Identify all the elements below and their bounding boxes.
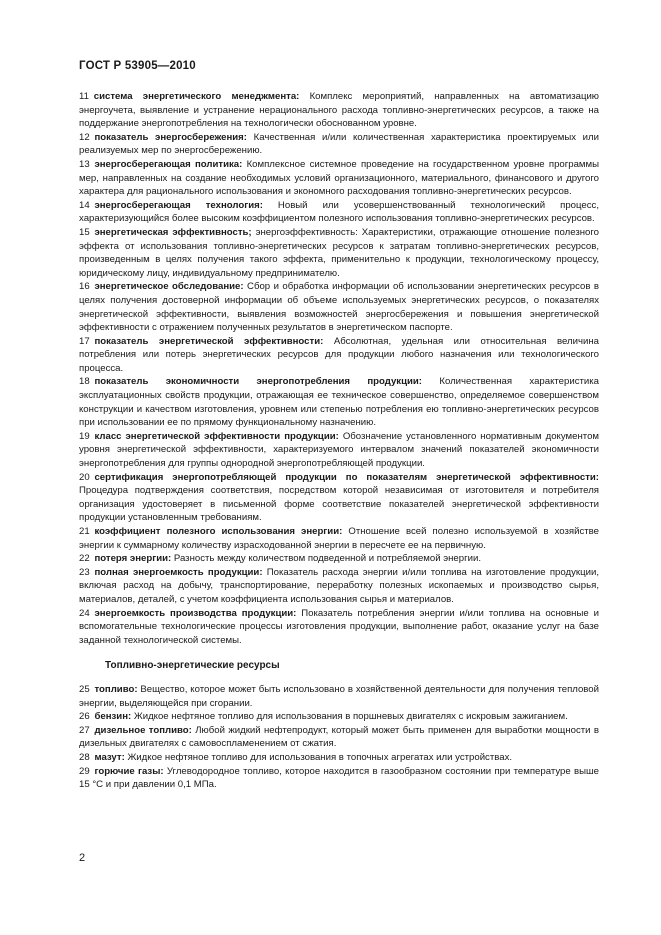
term-definition: Сбор и обработка информации об использовании энергетических ресурсов в целях получения достоверной информации об объеме используемых энергетических ресурсов, о показателях энергетической эффективности, выявления возможностей энергосбережения и повышения энергетической эффективности с отражением полученных результатов в энергетическом паспорте. (79, 281, 599, 334)
term-entry (79, 226, 599, 280)
term-number: 27 (79, 724, 90, 736)
term-definition: Жидкое нефтяное топливо для использования в топочных агрегатах или устройствах. (124, 751, 513, 763)
term-number: 15 (79, 226, 90, 238)
term-name: коэффициент полезного использования энергии: (94, 526, 343, 537)
term-entry (79, 280, 599, 334)
term-number: 26 (79, 711, 90, 723)
term-definition: энергоэффективность: Характеристики, отражающие отношение полезного эффекта от использования топливно-энергетических ресурсов к затратам топливно-энергетических ресурсов, произведенным в целях получения такого эффекта, применительно к продукции, технологическому процессу, юридическому лицу, индивидуальному предпринимателю. (79, 226, 599, 279)
term-entry (79, 375, 599, 429)
term-name: энергосберегающая политика: (94, 158, 243, 170)
term-definition: Новый или усовершенствованный технологический процесс, характеризующийся более высоким коэффициентом полезного использования топливно-энергетических ресурсов. (79, 199, 599, 225)
term-name: горючие газы: (94, 765, 164, 777)
term-name: мазут: (94, 751, 125, 763)
term-definition: Отношение всей полезно используемой в хозяйстве энергии к суммарному количеству израсходованной энергии в пересчете ее на первичную. (79, 526, 599, 551)
term-name: энергоемкость производства продукции: (94, 607, 297, 619)
page-number: 2 (79, 852, 86, 864)
term-name: энергетическое обследование: (94, 281, 244, 293)
term-definition: Показатель расхода энергии и/или топлива на изготовление продукции, включая расход на добычу, транспортирование, переработку полезных ископаемых и производство сырья, материалов, деталей, с учетом коэффициента использования сырья и материалов. (79, 566, 599, 605)
term-number: 14 (79, 199, 90, 211)
term-number: 12 (79, 131, 90, 143)
term-definition: Абсолютная, удельная или относительная величина потребления или потерь энергетических ресурсов для продукции любого назначения или технологического процесса. (79, 335, 600, 374)
term-number: 23 (79, 566, 90, 578)
term-entry (79, 552, 599, 566)
term-definition: Количественная характеристика эксплуатационных свойств продукции, отражающая ее техническое совершенство, определяемое совершенством конструкции и качеством изготовления, уровнем или степенью потребления ею топливно-энергетических ресурсов при использовании ее по прямому функциональному назначению. (79, 376, 600, 429)
term-name: топливо: (94, 683, 138, 695)
term-definition: Процедура подтверждения соответствия, посредством которой независимая от изготовителя и потребителя организация удостоверяет в письменной форме соответствие показателей энергетической эффективности продукции установленным требованиям. (79, 485, 599, 524)
term-definition: Комплексное системное проведение на государственном уровне программы мер, направленных на создание необходимых условий организационного, материального, финансового и другого характера для рационального использования и экономного расходования топливно-энергетических ресурсов. (79, 158, 600, 198)
term-definition: Любой жидкий нефтепродукт, который может быть применен для выработки мощности в дизельных двигателях с самовоспламенением от сжатия. (79, 724, 599, 750)
term-entry (79, 566, 599, 607)
term-number: 19 (79, 430, 90, 442)
term-definition: Разность между количеством подведенной и потребляемой энергии. (171, 553, 481, 565)
term-name: система энергетического менеджмента: (93, 91, 300, 102)
term-name: показатель энергосбережения: (94, 131, 247, 143)
term-name: сертификация энергопотребляющей продукции по показателям энергетической эффективности: (94, 471, 599, 483)
term-name: потеря энергии: (94, 553, 172, 565)
term-entry (79, 683, 599, 710)
terms-list-2 (79, 683, 599, 792)
term-entry (79, 525, 599, 552)
term-number: 13 (79, 158, 90, 170)
term-definition: Качественная и/или количественная характеристика проектируемых или реализуемых мер по энергосбережению. (79, 131, 599, 157)
section-heading: Топливно-энергетические ресурсы (105, 660, 280, 672)
term-entry (79, 751, 599, 765)
term-name: энергетическая эффективность; (94, 226, 252, 238)
term-number: 21 (79, 526, 90, 537)
term-entry (79, 90, 599, 131)
term-definition: Вещество, которое может быть использовано в хозяйственной деятельности для получения тепловой энергии, выделяющейся при сгорании. (79, 683, 599, 709)
term-entry (79, 158, 599, 199)
term-name: дизельное топливо: (94, 724, 192, 736)
term-definition: Углеводородное топливо, которое находится в газообразном состоянии при температуре выше 15 °С и при давлении 0,1 МПа. (79, 765, 599, 791)
term-entry (79, 335, 599, 376)
term-name: показатель экономичности энергопотребления продукции: (94, 376, 422, 388)
term-definition: Жидкое нефтяное топливо для использования в поршневых двигателях с искровым зажиганием. (131, 711, 568, 723)
term-name: полная энергоемкость продукции: (94, 566, 263, 578)
term-name: бензин: (94, 711, 132, 723)
terms-list-1 (79, 90, 599, 647)
term-entry (79, 199, 599, 226)
term-name: класс энергетической эффективности продукции: (94, 430, 339, 442)
term-number: 28 (79, 751, 90, 763)
term-entry (79, 765, 599, 792)
term-number: 29 (79, 765, 90, 777)
term-entry (79, 471, 599, 525)
term-number: 22 (79, 553, 90, 565)
document-body (79, 90, 599, 792)
term-entry (79, 607, 599, 648)
term-name: показатель энергетической эффективности: (94, 335, 324, 347)
term-number: 16 (79, 281, 90, 293)
term-number: 11 (79, 91, 89, 102)
term-entry (79, 724, 599, 751)
term-entry (79, 131, 599, 158)
term-number: 17 (79, 335, 90, 347)
document-header: ГОСТ Р 53905—2010 (79, 60, 196, 72)
term-definition: Комплекс мероприятий, направленных на автоматизацию энергоучета, выявление и устранение нерационального расхода топливно-энергетических ресурсов, а также на поддержание энергопотребления на технологически обоснованном уровне. (79, 91, 600, 130)
term-number: 25 (79, 683, 90, 695)
term-number: 18 (79, 376, 90, 388)
term-entry (79, 430, 599, 471)
term-name: энергосберегающая технология: (94, 199, 263, 211)
term-number: 24 (79, 607, 90, 619)
term-number: 20 (79, 471, 90, 483)
term-definition: Показатель потребления энергии и/или топлива на основные и вспомогательные технологические процессы изготовления продукции, выполнение работ, оказание услуг на базе заданной технологической системы. (79, 607, 599, 646)
term-definition: Обозначение установленного нормативным документом уровня энергетической эффективности, характеризуемого интервалом значений показателей экономичности энергопотребления для группы однородной энергопотребляющей продукции. (79, 430, 599, 470)
term-entry (79, 710, 599, 724)
